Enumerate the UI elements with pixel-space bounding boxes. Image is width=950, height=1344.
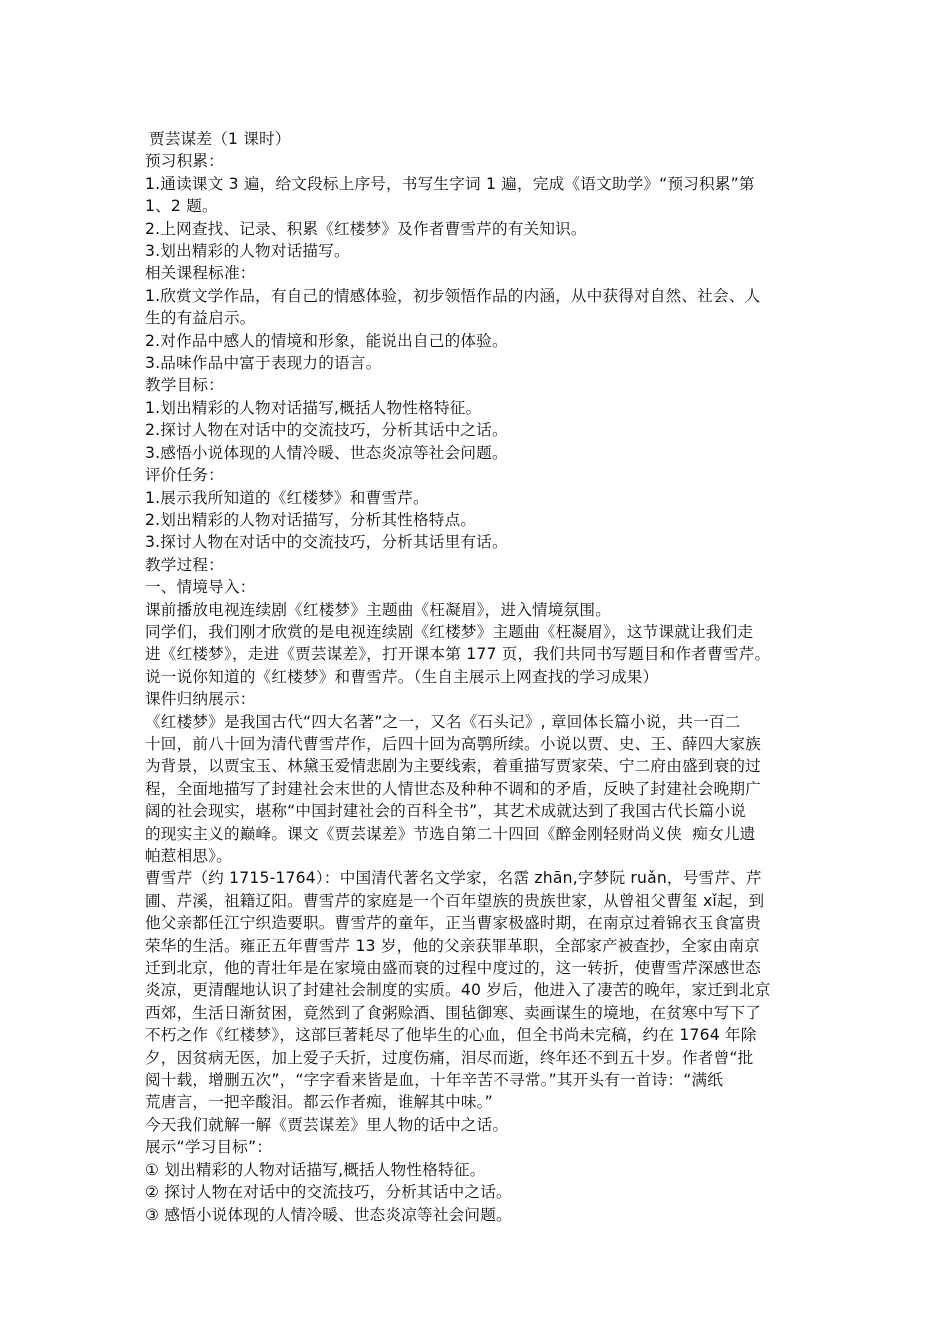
standards-item: 3.品味作品中富于表现力的语言。 (145, 354, 382, 373)
goals-heading: 教学目标： (145, 376, 224, 395)
learning-goal-item: ③ 感悟小说体现的人情冷暖、世态炎凉等社会问题。 (145, 1205, 512, 1224)
intro-line: 进《红楼梦》，走进《贾芸谋差》，打开课本第 177 页，我们共同书写题目和作者曹雪芹。 (145, 645, 771, 664)
closing-line: 今天我们就解一解《贾芸谋差》里人物的话中之话。 (145, 1115, 509, 1134)
hlm-paragraph-line: 程，全面地描写了封建社会末世的人情世态及种种不调和的矛盾，反映了封建社会晚期广 (145, 779, 761, 798)
cxq-paragraph-line: 不朽之作《红楼梦》，这部巨著耗尽了他毕生的心血，但全书尚未完稿，约在 1764 年除 (145, 1026, 757, 1045)
hlm-paragraph-line: 十回，前八十回为清代曹雪芹作，后四十回为高鹗所续。小说以贾、史、王、薛四大家族 (145, 734, 761, 753)
cxq-paragraph-line: 炎凉，更清醒地认识了封建社会制度的实质。40 岁后，他进入了凄苦的晚年，家迁到北京 (145, 981, 771, 1000)
preview-item: 1、2 题。 (145, 197, 218, 216)
process-heading: 教学过程： (145, 555, 224, 574)
goals-item: 1.划出精彩的人物对话描写,概括人物性格特征。 (145, 398, 482, 417)
hlm-paragraph-line: 《红楼梦》是我国古代“四大名著”之一，又名《石头记》, 章回体长篇小说，共一百二 (145, 712, 741, 731)
intro-line: 说一说你知道的《红楼梦》和曹雪芹。（生自主展示上网查找的学习成果） (145, 667, 659, 686)
tasks-item: 1.展示我所知道的《红楼梦》和曹雪芹。 (145, 488, 429, 507)
cxq-paragraph-line: 西郊，生活日渐贫困，竟然到了食粥赊酒、围毡御寒、卖画谋生的境地，在贫寒中写下了 (145, 1003, 761, 1022)
preview-item: 2.上网查找、记录、积累《红楼梦》及作者曹雪芹的有关知识。 (145, 219, 587, 238)
preview-item: 3.划出精彩的人物对话描写。 (145, 242, 350, 261)
document-body (145, 128, 813, 1226)
preview-item: 1.通读课文 3 遍，给文段标上序号，书写生字词 1 遍，完成《语文助学》“预习积累”第 (145, 174, 755, 193)
tasks-heading: 评价任务： (145, 466, 224, 485)
standards-item: 1.欣赏文学作品，有自己的情感体验，初步领悟作品的内涵，从中获得对自然、社会、人 (145, 286, 761, 305)
hlm-paragraph-line: 阔的社会现实，堪称“中国封建社会的百科全书”，其艺术成就达到了我国古代长篇小说 (145, 802, 746, 821)
cxq-paragraph-line: 荒唐言，一把辛酸泪。都云作者痴，谁解其中味。” (145, 1093, 493, 1112)
standards-item: 生的有益启示。 (145, 309, 256, 328)
goals-item: 3.感悟小说体现的人情冷暖、世态炎凉等社会问题。 (145, 443, 508, 462)
cxq-paragraph-line: 夕，因贫病无医，加上爱子夭折，过度伤痛，泪尽而逝，终年还不到五十岁。作者曾“批 (145, 1048, 754, 1067)
tasks-item: 2.划出精彩的人物对话描写，分析其性格特点。 (145, 510, 477, 529)
cxq-paragraph-line: 他父亲都任江宁织造要职。曹雪芹的童年，正当曹家极盛时期，在南京过着锦衣玉食富贵 (145, 914, 761, 933)
learning-goal-item: ① 划出精彩的人物对话描写,概括人物性格特征。 (145, 1160, 486, 1179)
cxq-paragraph-line: 圃、芹溪，祖籍辽阳。曹雪芹的家庭是一个百年望族的贵族世家，从曾祖父曹玺 xǐ起，到 (145, 891, 765, 910)
document-title: 贾芸谋差（1 课时） (149, 130, 291, 148)
standards-heading: 相关课程标准： (145, 264, 256, 283)
hlm-paragraph-line: 帕惹相思》。 (145, 847, 232, 865)
standards-item: 2.对作品中感人的情境和形象，能说出自己的体验。 (145, 331, 508, 350)
tasks-item: 3.探讨人物在对话中的交流技巧，分析其话里有话。 (145, 533, 508, 552)
closing-line: 展示“学习目标”： (145, 1138, 273, 1157)
cxq-paragraph-line: 曹雪芹（约 1715-1764）：中国清代著名文学家，名霑 zhān,字梦阮 ruǎn，号雪芹、芹 (145, 869, 762, 888)
learning-goal-item: ② 探讨人物在对话中的交流技巧，分析其话中之话。 (145, 1183, 512, 1202)
intro-line: 同学们，我们刚才欣赏的是电视连续剧《红楼梦》主题曲《枉凝眉》，这节课就让我们走 (145, 622, 754, 641)
intro-line: 课前播放电视连续剧《红楼梦》主题曲《枉凝眉》，进入情境氛围。 (145, 600, 612, 619)
cxq-paragraph-line: 阅十载，增删五次”，“字字看来皆是血，十年辛苦不寻常。”其开头有一首诗：“满纸 (145, 1071, 724, 1090)
cxq-paragraph-line: 迁到北京，他的青壮年是在家境由盛而衰的过程中度过的，这一转折，使曹雪芹深感世态 (145, 959, 761, 978)
intro-line: 课件归纳展示： (145, 690, 256, 709)
goals-item: 2.探讨人物在对话中的交流技巧，分析其话中之话。 (145, 421, 508, 440)
preview-heading: 预习积累： (145, 152, 224, 171)
section-heading: 一、情境导入： (145, 578, 256, 597)
cxq-paragraph-line: 荣华的生活。雍正五年曹雪芹 13 岁，他的父亲获罪革职，全部家产被查抄，全家由南京 (145, 936, 760, 955)
hlm-paragraph-line: 为背景，以贾宝玉、林黛玉爱情悲剧为主要线索，着重描写贾家荣、宁二府由盛到衰的过 (145, 757, 761, 776)
hlm-paragraph-line: 的现实主义的巅峰。课文《贾芸谋差》节选自第二十四回《醉金刚轻财尚义侠 痴女儿遗 (145, 824, 756, 843)
